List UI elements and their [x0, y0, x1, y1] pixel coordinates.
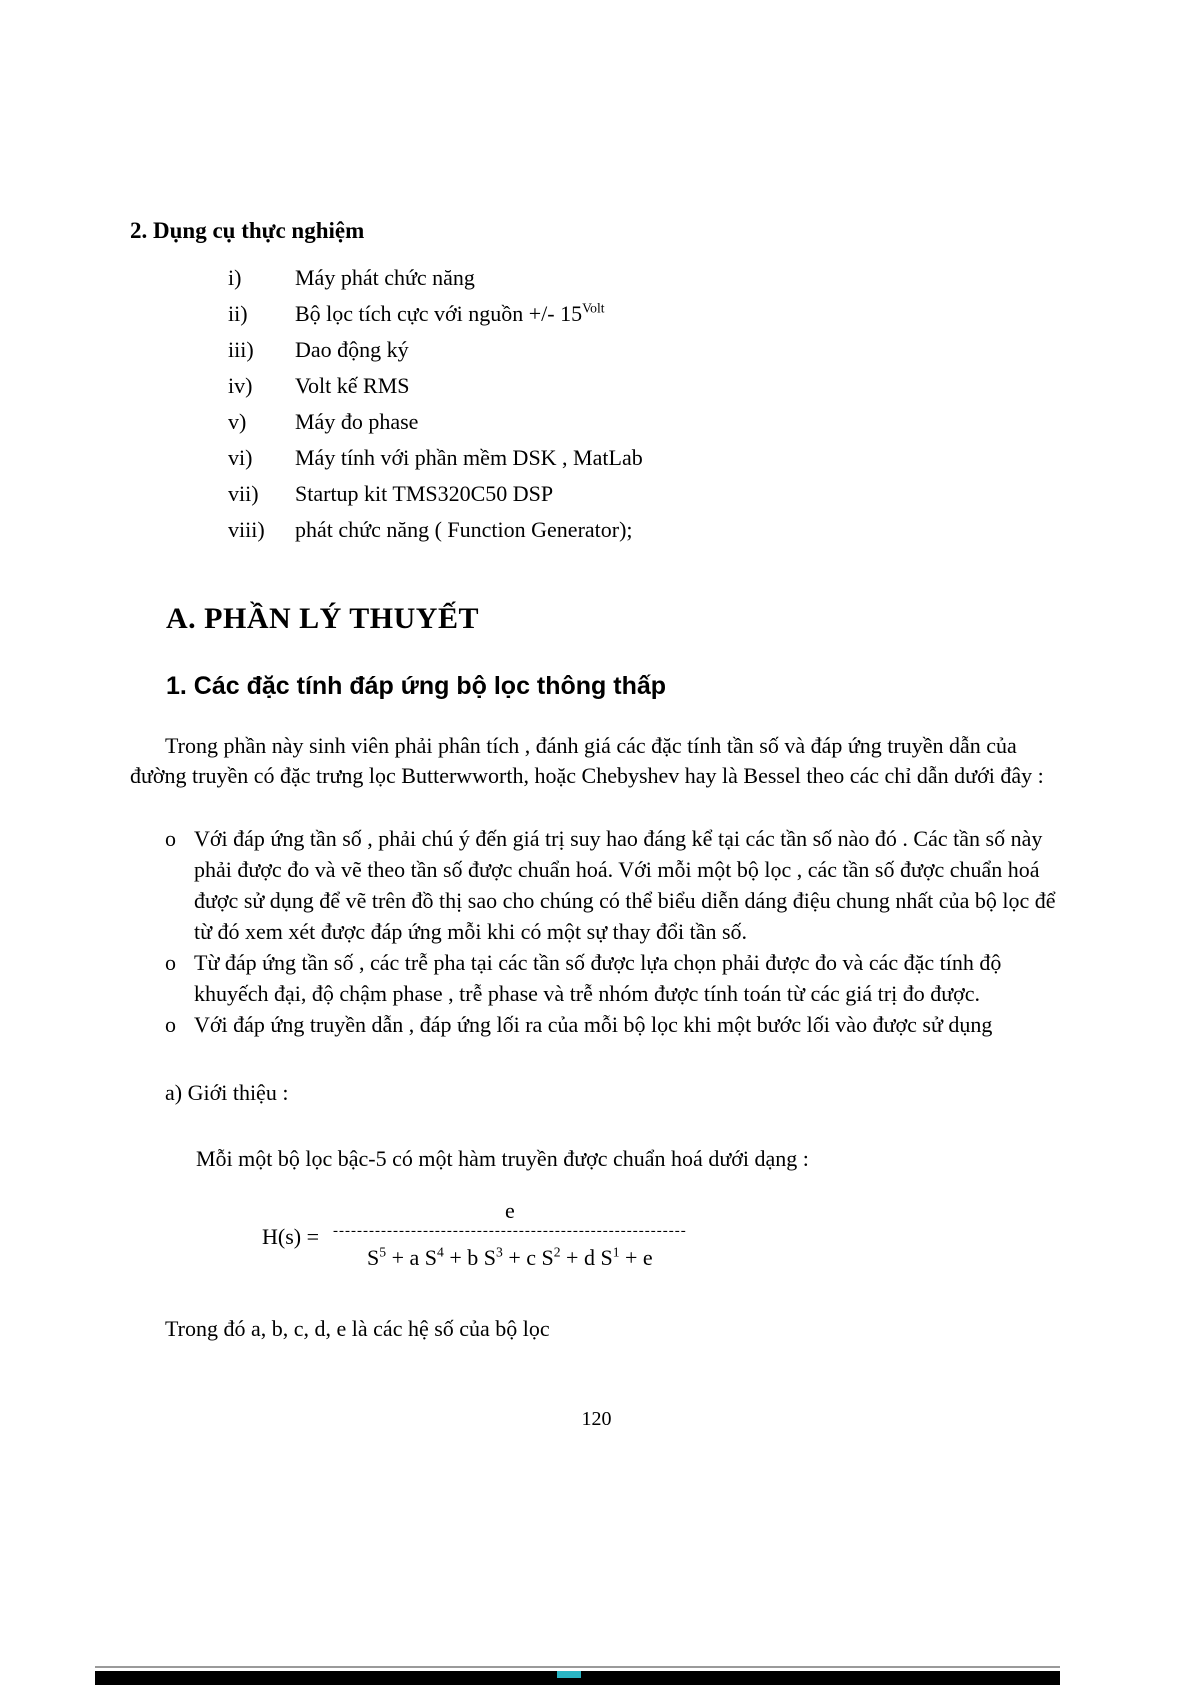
term-text: + a S	[386, 1245, 438, 1270]
subsection-a-label: a) Giới thiệu :	[165, 1080, 289, 1105]
list-item	[130, 440, 1063, 476]
transfer-function-intro: Mỗi một bộ lọc bậc-5 có một hàm truyền được chuẩn hoá dưới dạng :	[196, 1146, 809, 1171]
list-item	[130, 404, 1063, 440]
list-item-numeral: i)	[228, 265, 242, 290]
list-item-label: Startup kit TMS320C50 DSP	[295, 481, 554, 506]
list-item-text	[295, 440, 1063, 476]
list-item	[130, 476, 1063, 512]
denominator-term	[561, 1245, 620, 1270]
list-item-numeral: iii)	[228, 337, 254, 362]
page-number: 120	[581, 1408, 612, 1430]
term-exponent: 3	[496, 1244, 503, 1260]
formula-fraction	[333, 1198, 687, 1276]
bullet-marker: o	[165, 950, 176, 975]
list-item-text	[295, 332, 1063, 368]
list-item-numeral: iv)	[228, 373, 253, 398]
list-item-numeral: vii)	[228, 481, 259, 506]
list-item	[130, 512, 1063, 548]
bullet-marker: o	[165, 826, 176, 851]
term-exponent: 1	[612, 1244, 620, 1260]
bullet-item	[130, 1009, 1063, 1040]
list-item-text	[295, 404, 1063, 440]
scan-artifact-accent	[557, 1671, 581, 1678]
term-text: S	[367, 1245, 380, 1270]
bullet-list	[130, 823, 1063, 1040]
list-item	[130, 296, 1063, 332]
list-item-text	[295, 512, 1063, 548]
denominator-term	[367, 1245, 386, 1270]
intro-paragraph: Trong phần này sinh viên phải phân tích , đánh giá các đặc tính tần số và đáp ứng truyền dẫn của đường truyền có đặc trưng lọc Butterwworth, hoặc Chebyshev hay là Bessel theo các chỉ dẫn dưới đây :	[130, 733, 1044, 788]
equipment-list	[130, 260, 1063, 548]
list-item-label: Máy đo phase	[295, 409, 419, 434]
list-item-text	[295, 260, 1063, 296]
formula-denominator	[333, 1238, 687, 1276]
term-exponent: 2	[553, 1244, 561, 1260]
bullet-item	[130, 823, 1063, 947]
transfer-function-formula	[262, 1198, 1063, 1276]
list-item	[130, 368, 1063, 404]
bullet-item	[130, 947, 1063, 1009]
list-item-text	[295, 368, 1063, 404]
list-item-text	[295, 296, 1063, 332]
list-item-text	[295, 476, 1063, 512]
list-item-numeral: ii)	[228, 301, 248, 326]
denominator-term	[386, 1245, 444, 1270]
formula-lhs: H(s) =	[262, 1224, 320, 1249]
list-item-numeral: v)	[228, 409, 247, 434]
term-text: + c S	[502, 1245, 554, 1270]
scan-artifact-bar	[95, 1671, 1060, 1685]
formula-divider: -----------------------------------------------------------	[333, 1223, 687, 1239]
equipment-heading: 2. Dụng cụ thực nghiệm	[130, 218, 365, 243]
section-a-heading: A. PHẦN LÝ THUYẾT	[166, 602, 479, 635]
bullet-text: Từ đáp ứng tần số , các trễ pha tại các tần số được lựa chọn phải được đo và các đặc tính độ khuyếch đại, độ chậm phase , trễ phase và trễ nhóm được tính toán từ các giá trị đo được.	[194, 950, 1002, 1006]
scan-artifact-line	[95, 1666, 1060, 1668]
term-text: + d S	[560, 1245, 613, 1270]
list-item-numeral: vi)	[228, 445, 253, 470]
list-item-numeral: viii)	[228, 517, 265, 542]
list-item-label: Máy tính với phần mềm DSK , MatLab	[295, 445, 643, 470]
term-exponent: 5	[379, 1244, 387, 1260]
term-text: + b S	[443, 1245, 496, 1270]
list-item-label: Bộ lọc tích cực với nguồn +/- 15	[295, 301, 583, 326]
term-text: + e	[619, 1245, 653, 1270]
bullet-marker: o	[165, 1012, 176, 1037]
formula-numerator: e	[504, 1198, 515, 1223]
list-item	[130, 332, 1063, 368]
bullet-text: Với đáp ứng truyền dẫn , đáp ứng lối ra của mỗi bộ lọc khi một bước lối vào được sử dụng	[194, 1012, 993, 1037]
list-item-label: Volt kế RMS	[295, 373, 410, 398]
list-item	[130, 260, 1063, 296]
bullet-text: Với đáp ứng tần số , phải chú ý đến giá trị suy hao đáng kể tại các tần số nào đó . Các tần số này phải được đo và vẽ theo tần số được chuẩn hoá. Với mỗi một bộ lọc , các tần số được chuẩn hoá được sử dụng để vẽ trên đồ thị sao cho chúng có thể biểu diễn dáng điệu chung nhất của bộ lọc để từ đó xem xét được đáp ứng mỗi khi có một sự thay đổi tần số.	[194, 826, 1056, 944]
list-item-label: phát chức năng ( Function Generator);	[295, 517, 633, 542]
denominator-term	[503, 1245, 561, 1270]
subsection-1-heading: 1. Các đặc tính đáp ứng bộ lọc thông thấp	[166, 672, 667, 700]
coefficients-note: Trong đó a, b, c, d, e là các hệ số của bộ lọc	[165, 1316, 550, 1341]
list-item-label: Dao động ký	[295, 337, 409, 362]
term-exponent: 4	[437, 1244, 444, 1260]
denominator-term	[444, 1245, 503, 1270]
list-item-label: Máy phát chức năng	[295, 265, 475, 290]
superscript-volt: Volt	[582, 300, 605, 316]
denominator-term	[620, 1245, 653, 1270]
